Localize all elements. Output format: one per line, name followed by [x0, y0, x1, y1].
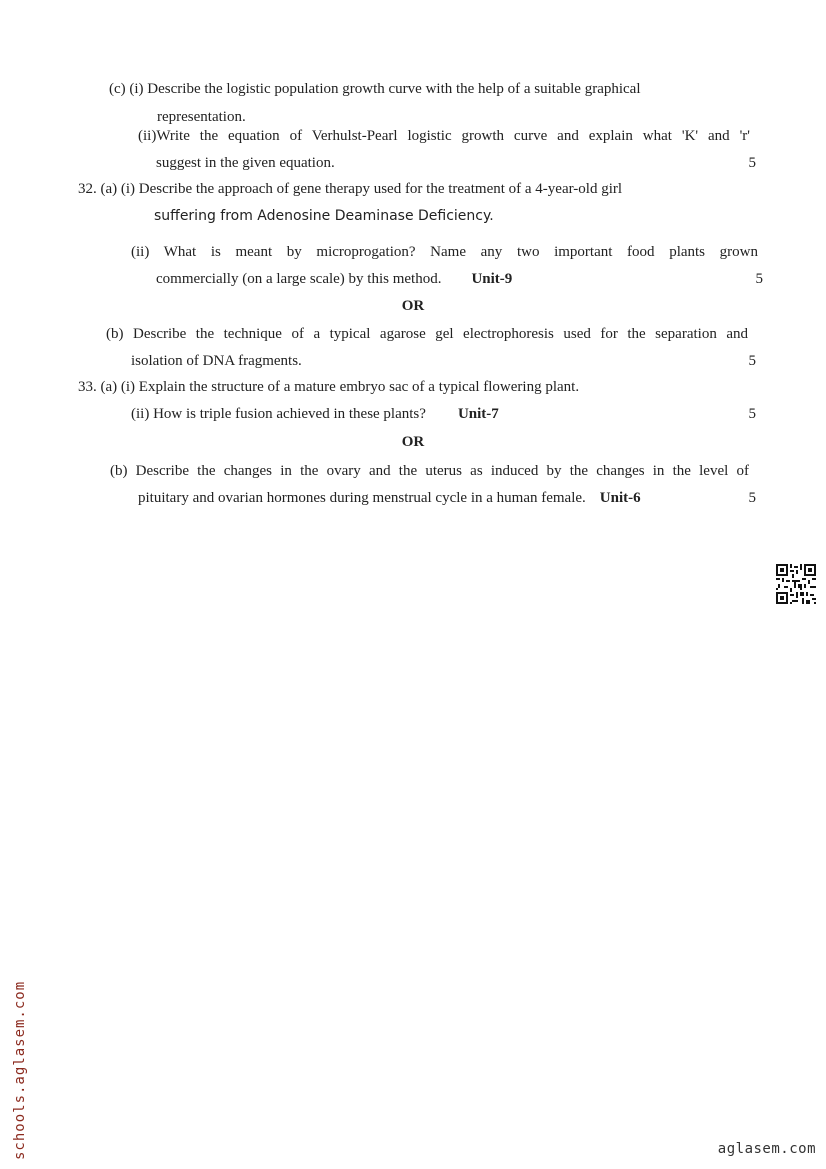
- q32a-line-1: 32. (a) (i) Describe the approach of gene therapy used for the treatment of a 4-year-old girl: [78, 181, 623, 197]
- q31c-line-3: (ii)Write the equation of Verhulst-Pearl logistic growth curve and explain what 'K' and 'r': [138, 128, 750, 144]
- q33-or: OR: [401, 434, 425, 450]
- q33a-marks: 5: [748, 406, 756, 422]
- q31c-line-4: suggest in the given equation.: [156, 155, 335, 171]
- q33b-line-2-text: pituitary and ovarian hormones during menstrual cycle in a human female.: [138, 490, 586, 506]
- q32-or: OR: [401, 298, 425, 314]
- q33b-line-1: (b) Describe the changes in the ovary and the uterus as induced by the changes in the level of: [110, 463, 749, 479]
- q32b-line-2: isolation of DNA fragments.: [131, 353, 302, 369]
- q32a2-line-2-text: commercially (on a large scale) by this method.: [156, 271, 442, 287]
- q33a-line-2-text: (ii) How is triple fusion achieved in these plants?: [131, 406, 426, 422]
- side-watermark: schools.aglasem.com: [12, 980, 28, 1160]
- q32a-line-2: suffering from Adenosine Deaminase Deficiency.: [154, 208, 494, 224]
- q32a2-line-2: [156, 270, 512, 288]
- q33b-marks: 5: [748, 490, 756, 506]
- q32b-marks: 5: [748, 353, 756, 369]
- q31c-line-2: representation.: [157, 109, 246, 125]
- q33b-unit: Unit-6: [599, 490, 641, 506]
- q33a-unit: Unit-7: [457, 406, 499, 422]
- q32a2-line-1: (ii) What is meant by microprogation? Name any two important food plants grown: [131, 244, 758, 260]
- q33b-line-2: [138, 489, 641, 507]
- q33a-line-2: [131, 405, 499, 423]
- q31c-line-1: (c) (i) Describe the logistic population growth curve with the help of a suitable graphical: [109, 81, 641, 97]
- q32a2-marks: 5: [755, 271, 763, 287]
- q31c-marks: 5: [748, 155, 756, 171]
- q33a-line-1: 33. (a) (i) Explain the structure of a mature embryo sac of a typical flowering plant.: [78, 379, 580, 395]
- q32a2-unit: Unit-9: [471, 271, 513, 287]
- footer-watermark: aglasem.com: [717, 1141, 816, 1157]
- q32b-line-1: (b) Describe the technique of a typical agarose gel electrophoresis used for the separation and: [106, 326, 748, 342]
- qr-code: [776, 564, 816, 604]
